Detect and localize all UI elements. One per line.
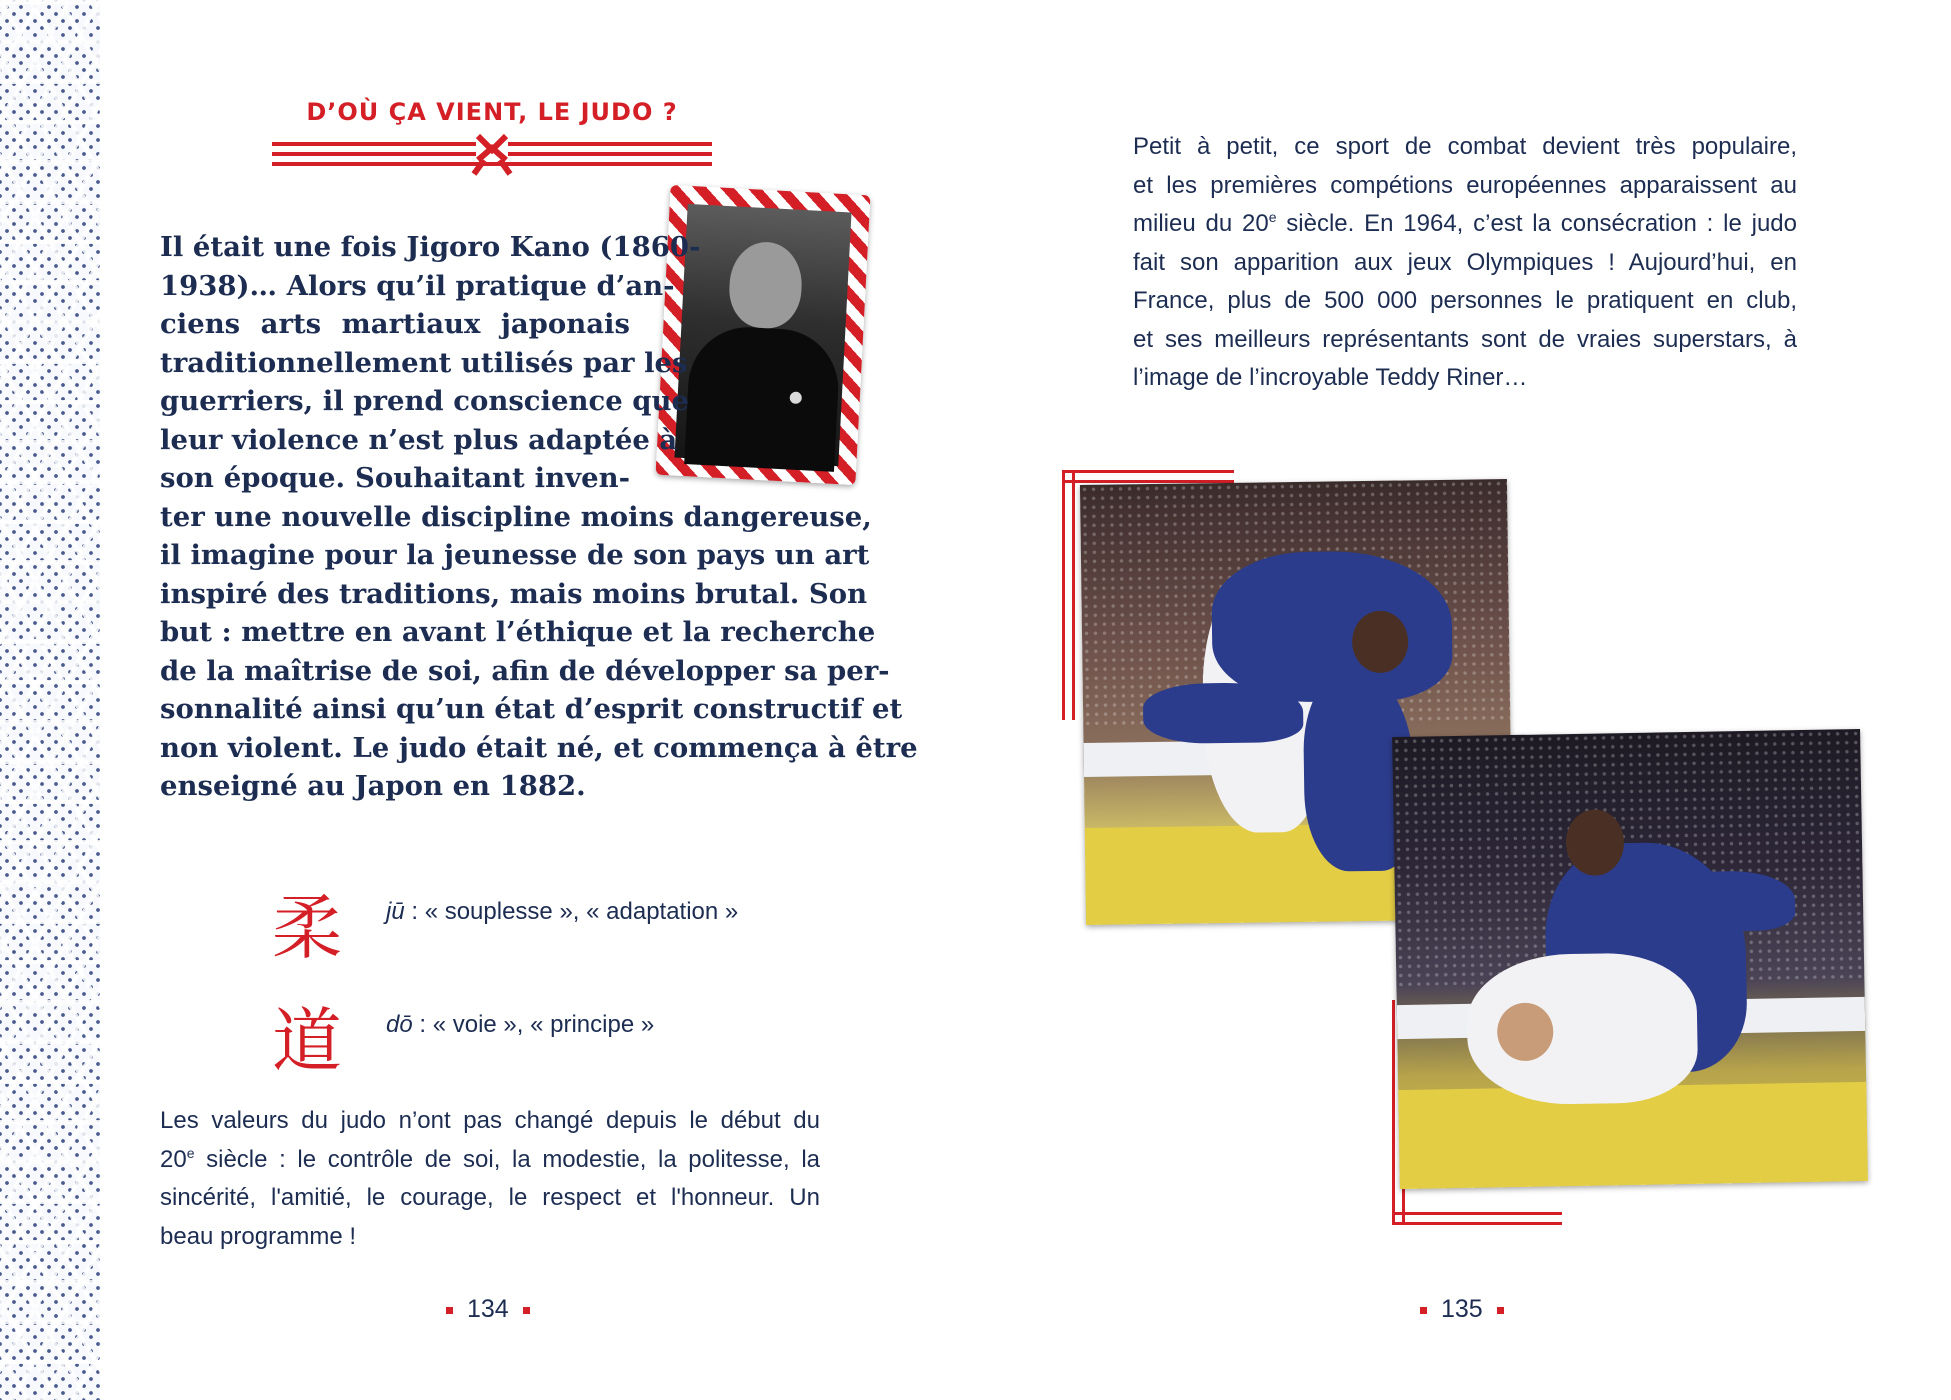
values-line-rest: siècle : le contrôle de soi, la modestie, la politesse, la xyxy=(194,1145,820,1173)
intro-line: ter une nouvelle discipline moins dangereuse, xyxy=(160,500,872,533)
kanji-do: 道 xyxy=(272,1000,342,1082)
page-number-marker xyxy=(1497,1307,1504,1314)
history-line: France, plus de 500 000 personnes le pratiquent en club, xyxy=(1133,287,1797,314)
meaning-do: : « voie », « principe » xyxy=(412,1011,655,1038)
heading-rule-with-belt-knot xyxy=(272,140,712,168)
intro-line: sonnalité ainsi qu’un état d’esprit constructif et xyxy=(160,693,903,725)
judo-match-photo-2 xyxy=(1392,729,1868,1189)
intro-paragraph xyxy=(160,228,918,806)
values-line xyxy=(160,1141,820,1180)
history-century: milieu du 20 xyxy=(1133,210,1269,237)
meaning-ju: : « souplesse », « adaptation » xyxy=(404,898,739,925)
values-line: sincérité, l'amitié, le courage, le respect et l'honneur. Un xyxy=(160,1184,820,1211)
intro-line: son époque. Souhaitant inven- xyxy=(160,462,630,494)
intro-line: de la maîtrise de soi, afin de développer sa per- xyxy=(160,654,890,687)
values-line: Les valeurs du judo n’ont pas changé depuis le début du xyxy=(160,1107,820,1134)
romaji-ju: jū xyxy=(386,898,405,925)
page-number-value: 134 xyxy=(467,1295,509,1323)
belt-knot-icon xyxy=(462,130,522,176)
history-line: fait son apparition aux jeux Olympiques ! Aujourd’hui, en xyxy=(1133,248,1797,276)
intro-line: traditionnellement utilisés par les xyxy=(160,346,688,379)
history-line: et ses meilleurs représentants sont de vraies superstars, à xyxy=(1133,325,1797,353)
intro-line: guerriers, il prend conscience que xyxy=(160,385,690,417)
page-number-left xyxy=(432,1295,544,1324)
intro-line: inspiré des traditions, mais moins brutal. Son xyxy=(160,577,868,610)
values-century: 20 xyxy=(160,1145,187,1173)
history-line-rest: siècle. En 1964, c’est la consécration : le judo xyxy=(1276,210,1797,237)
history-line: l’image de l’incroyable Teddy Riner… xyxy=(1133,364,1528,391)
intro-line: enseigné au Japon en 1882. xyxy=(160,770,586,802)
values-paragraph xyxy=(160,1102,820,1256)
page-number-right xyxy=(1406,1295,1518,1324)
history-line: Petit à petit, ce sport de combat devient très populaire, xyxy=(1133,133,1797,160)
values-century-sup: e xyxy=(186,1144,195,1161)
kanji-do-gloss xyxy=(386,1011,654,1039)
history-century-sup: e xyxy=(1268,209,1277,225)
intro-line: but : mettre en avant l’éthique et la recherche xyxy=(160,616,876,648)
kanji-ju-gloss xyxy=(386,898,738,926)
section-heading: D’OÙ ÇA VIENT, LE JUDO ? xyxy=(306,98,678,126)
history-line: et les premières compétions européennes apparaissent au xyxy=(1133,171,1797,199)
values-line: beau programme ! xyxy=(160,1222,357,1250)
intro-line: il imagine pour la jeunesse de son pays un art xyxy=(160,539,870,571)
japanese-pattern-border xyxy=(0,0,100,1400)
intro-line: non violent. Le judo était né, et commença à être xyxy=(160,731,918,764)
history-line xyxy=(1133,205,1797,244)
intro-line: leur violence n’est plus adaptée à xyxy=(160,423,678,456)
intro-line: ciens arts martiaux japonais xyxy=(160,308,630,340)
page-number-marker xyxy=(446,1307,453,1314)
page-number-value: 135 xyxy=(1441,1295,1483,1323)
page-number-marker xyxy=(1420,1307,1427,1314)
intro-line: Il était une fois Jigoro Kano (1860- xyxy=(160,231,701,263)
romaji-do: dō xyxy=(386,1011,413,1038)
page-number-marker xyxy=(523,1307,530,1314)
kanji-ju: 柔 xyxy=(272,887,342,969)
history-paragraph xyxy=(1133,128,1797,398)
intro-line: 1938)… Alors qu’il pratique d’an- xyxy=(160,269,675,302)
